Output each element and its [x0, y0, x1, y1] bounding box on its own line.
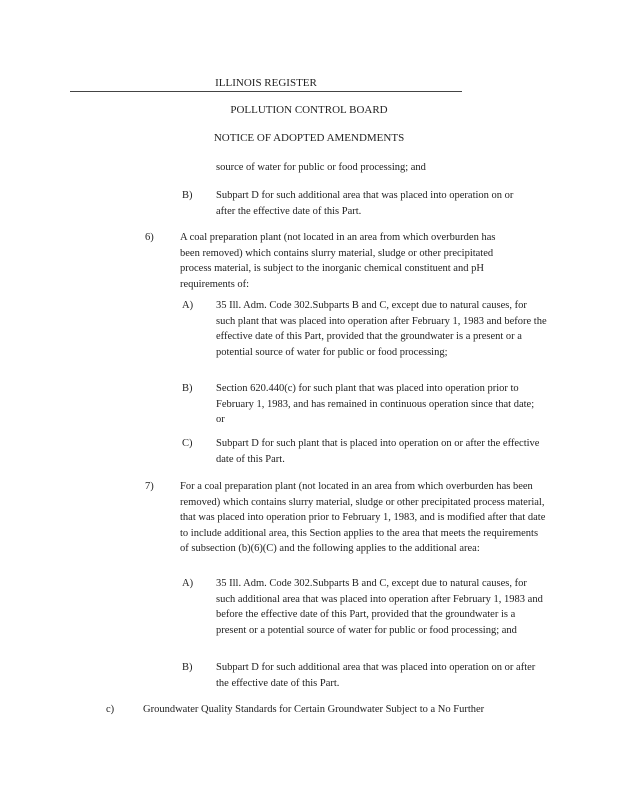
item-b-text: Subpart D for such additional area that was placed into operation on or after the effective date of this Part. [216, 190, 514, 217]
item-6a-text: 35 Ill. Adm. Code 302.Subparts B and C, except due to natural causes, for such plant that was placed into operation after February 1, 1983 and before the effective date of this Part, provided that the groundwater is a present or a potential source of water for public or food processing; [216, 300, 547, 358]
item-7b-label: B) [182, 662, 193, 673]
register-header: ILLINOIS REGISTER [70, 76, 462, 92]
continuation-text: source of water for public or food processing; and [216, 162, 426, 173]
item-7-text: For a coal preparation plant (not located in an area from which overburden has been removed) which contains slurry material, sludge or other precipitated process material, that was placed into operation prior to February 1, 1983, and is modified after that date to include additional area, this Section applies to the area that meets the requirements of subsection (b)(6)(C) and the following applies to the additional area: [180, 481, 546, 555]
item-6-label: 6) [145, 232, 154, 243]
item-7a-label: A) [182, 578, 194, 589]
item-6b-label: B) [182, 383, 193, 394]
item-7a-text: 35 Ill. Adm. Code 302.Subparts B and C, except due to natural causes, for such additional area that was placed into operation after February 1, 1983 and before the effective date of this Part, provided that the groundwater is a present or a potential source of water for public or food processing; and [216, 578, 543, 636]
item-7b-text: Subpart D for such additional area that was placed into operation on or after the effective date of this Part. [216, 662, 536, 689]
item-c-text: Groundwater Quality Standards for Certain Groundwater Subject to a No Further [143, 704, 485, 715]
item-b-label: B) [182, 190, 193, 201]
item-7-label: 7) [145, 481, 154, 492]
item-6a-label: A) [182, 300, 194, 311]
item-6c-text: Subpart D for such plant that is placed into operation on or after the effective date of this Part. [216, 438, 540, 465]
notice-title: NOTICE OF ADOPTED AMENDMENTS [213, 132, 405, 144]
item-c-label: c) [106, 704, 115, 715]
board-name: POLLUTION CONTROL BOARD [230, 104, 388, 116]
item-6b-text: Section 620.440(c) for such plant that was placed into operation prior to February 1, 1983, and has remained in continuous operation since that date; or [216, 383, 535, 426]
item-6c-label: C) [182, 438, 193, 449]
item-6-text: A coal preparation plant (not located in an area from which overburden has been removed) which contains slurry material, sludge or other precipitated process material, is subject to the inorganic chemical constituent and pH requirements of: [180, 232, 496, 290]
